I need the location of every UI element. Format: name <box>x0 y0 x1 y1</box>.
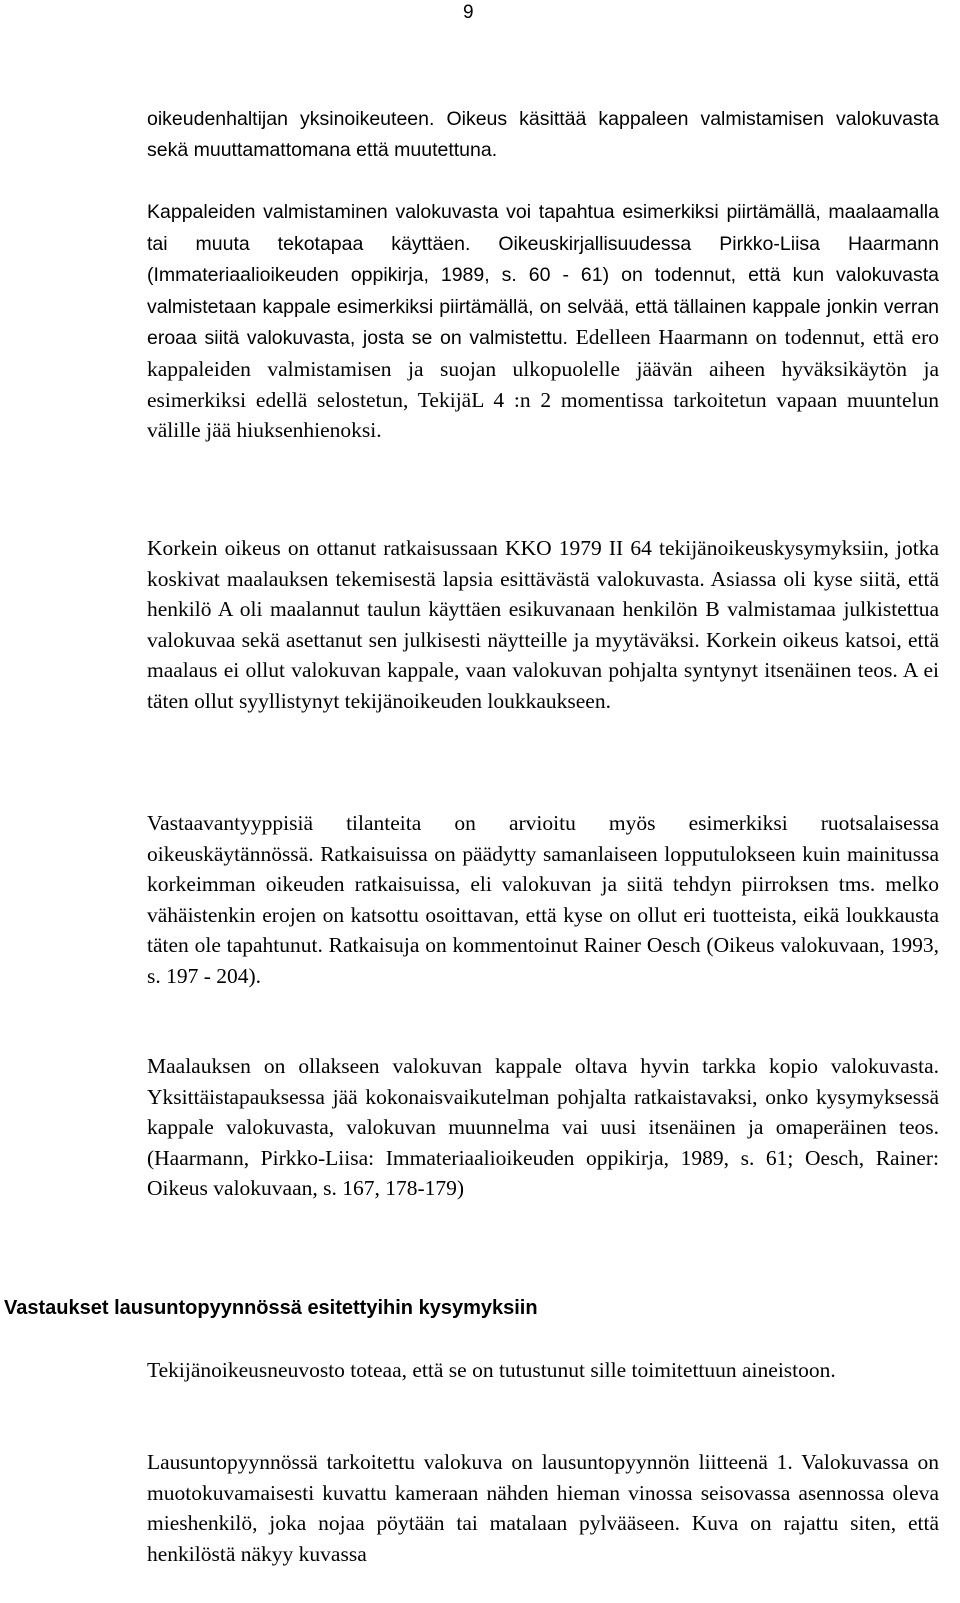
paragraph-text-part-2: Edelleen Haarmann on todennut, että ero kappaleiden valmistamisen ja suojan ulkopuolelle jäävän aiheen hyväksikäytön ja esimerkiksi edellä selostetun, TekijäL 4 :n 2 momentissa tarkoitetun vapaan muuntelun välille jää hiuksenhienoksi. <box>147 325 939 443</box>
section-paragraph-2 <box>147 1447 939 1569</box>
section-heading: Vastaukset lausuntopyynnössä esitettyihin kysymyksiin <box>4 1297 538 1319</box>
paragraph-text: Lausuntopyynnössä tarkoitettu valokuva on lausuntopyynnön liitteenä 1. Valokuvassa on muotokuvamaisesti kuvattu kameraan nähden hieman vinossa seisovassa asennossa oleva mieshenkilö, joka nojaa pöytään tai matalaan pylvääseen. Kuva on rajattu siten, että henkilöstä näkyy kuvassa <box>147 1450 939 1566</box>
paragraph-4 <box>147 808 939 992</box>
page-number: 9 <box>463 2 474 23</box>
paragraph-2 <box>147 196 939 446</box>
paragraph-3 <box>147 533 939 717</box>
paragraph-text <box>147 196 939 446</box>
paragraph-text-part-1: Kappaleiden valmistaminen valokuvasta voi tapahtua esimerkiksi piirtämällä, maalaamalla tai muuta tekotapaa käyttäen. Oikeuskirjallisuudessa Pirkko-Liisa Haarmann (Immateriaalioikeuden oppikirja, 1989, s. 60 - 61) on todennut, että kun valokuvasta valmistetaan kappale esimerkiksi piirtämällä, on selvää, että tällainen kappale jonkin verran eroaa siitä valokuvasta, josta se on valmistettu. <box>147 201 939 350</box>
paragraph-5 <box>147 1051 939 1204</box>
section-paragraph-1 <box>147 1355 939 1386</box>
paragraph-1 <box>147 104 939 165</box>
paragraph-text: Korkein oikeus on ottanut ratkaisussaan KKO 1979 II 64 tekijänoikeuskysymyksiin, jotka koskivat maalauksen tekemisestä lapsia esittävästä valokuvasta. Asiassa oli kyse siitä, että henkilö A oli maalannut taulun käyttäen esikuvanaan henkilön B valmistamaa julkistettua valokuvaa sekä asettanut sen julkisesti näytteille ja myytäväksi. Korkein oikeus katsoi, että maalaus ei ollut valokuvan kappale, vaan valokuvan pohjalta syntynyt itsenäinen teos. A ei täten ollut syyllistynyt tekijänoikeuden loukkaukseen. <box>147 536 939 713</box>
paragraph-text: oikeudenhaltijan yksinoikeuteen. Oikeus käsittää kappaleen valmistamisen valokuvasta sekä muuttamattomana että muutettuna. <box>147 108 939 161</box>
paragraph-text: Maalauksen on ollakseen valokuvan kappale oltava hyvin tarkka kopio valokuvasta. Yksittäistapauksessa jää kokonaisvaikutelman pohjalta ratkaistavaksi, onko kysymyksessä kappale valokuvasta, valokuvan muunnelma vai uusi itsenäinen ja omaperäinen teos. (Haarmann, Pirkko-Liisa: Immateriaalioikeuden oppikirja, 1989, s. 61; Oesch, Rainer: Oikeus valokuvaan, s. 167, 178-179) <box>147 1054 939 1201</box>
paragraph-text: Tekijänoikeusneuvosto toteaa, että se on tutustunut sille toimitettuun aineistoon. <box>147 1358 836 1382</box>
paragraph-text: Vastaavantyyppisiä tilanteita on arvioitu myös esimerkiksi ruotsalaisessa oikeuskäytännössä. Ratkaisuissa on päädytty samanlaiseen lopputulokseen kuin mainitussa korkeimman oikeuden ratkaisuissa, eli valokuvan ja siitä tehdyn piirroksen tms. melko vähäistenkin erojen on katsottu osoittavan, että kyse on ollut eri tuotteista, eikä loukkausta täten ole tapahtunut. Ratkaisuja on kommentoinut Rainer Oesch (Oikeus valokuvaan, 1993, s. 197 - 204). <box>147 811 939 988</box>
